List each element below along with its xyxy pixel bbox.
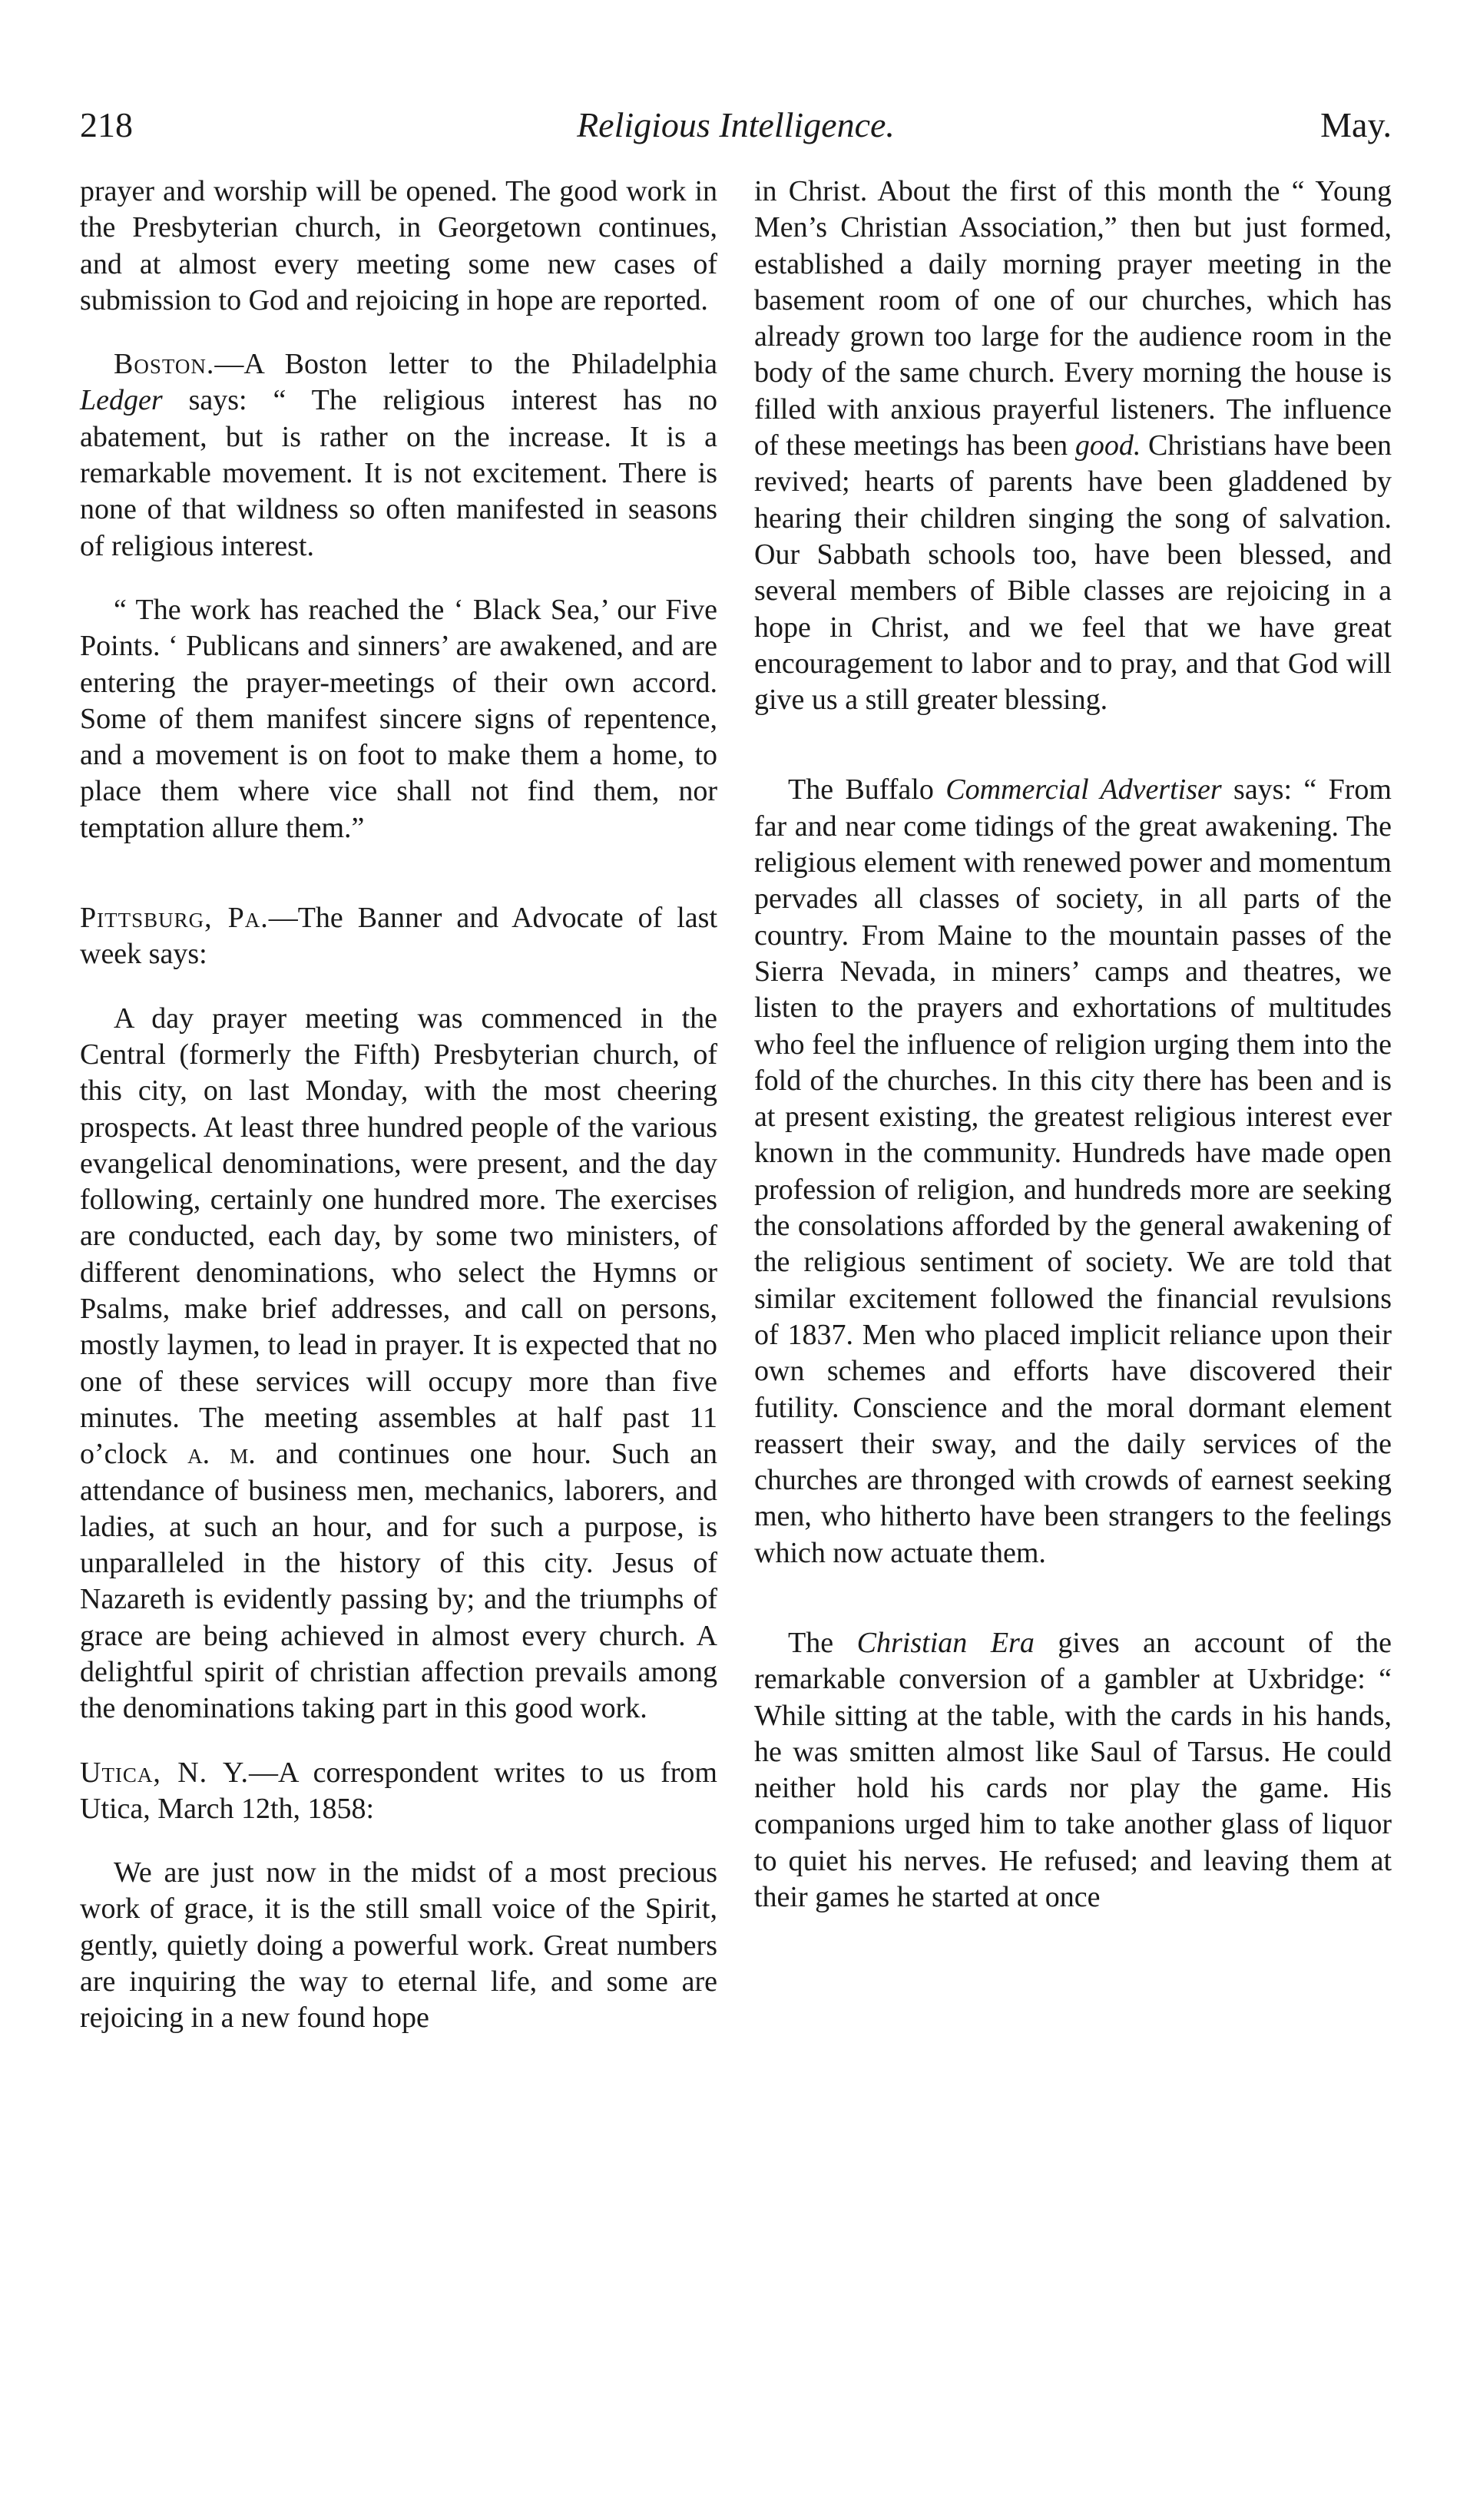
utica-intro: —A correspondent writes to us from Utica, March 12th, 1858: [80, 1756, 717, 1825]
commercial-advertiser-title: Commercial Advertiser [945, 773, 1222, 806]
ledger-title: Ledger [80, 384, 163, 417]
utica-continued-b: Christians have been revived; hearts of parents have been gladdened by hearing their children singing the song of salvation. Our Sabbath schools too, have been blessed, and several members of Bible classes are rejoicing in a hope in Christ, and we feel that we have great encouragement to labor and to pray, and that God will give us a still greater blessing. [754, 429, 1392, 717]
pittsburg-text-b: and continues one hour. Such an attendance of business men, mechanics, laborers, and ladies, at such an hour, and for such a purpose, is unparalleled in the history of this city. Jesus of Nazareth is evidently passing by; and the triumphs of grace are being achieved in almost every church. A delightful spirit of christian affection prevails among the denominations taking part in this good work. [80, 1438, 717, 1725]
boston-text-a: —A Boston letter to the Philadelphia [214, 348, 717, 381]
utica-heading: Utica, N. Y. [80, 1756, 250, 1789]
utica-continued-a: in Christ. About the first of this month the “ Young Men’s Christian Association,” then but just formed, established a daily morning prayer meeting in the basement room of one of our churches, which has already grown too large for the audience room in the body of the same church. Every morning the house is filled with anxious prayerful listeners. The influence of these meetings has been [754, 175, 1392, 462]
left-column [80, 174, 717, 2037]
pittsburg-heading: Pittsburg, Pa. [80, 902, 269, 935]
right-column [754, 174, 1392, 1916]
pittsburg-am: a. m. [187, 1438, 256, 1471]
era-text-a: The [788, 1626, 857, 1659]
buffalo-text-b: says: “ From far and near come tidings of the great awakening. The religious element with renewed power and momentum pervades all classes of society, in all parts of the country. From Maine to the mountain passes of the Sierra Nevada, in miners’ camps and theatres, we listen to the prayers and exhortations of multitudes who feel the influence of religion urging them into the fold of the churches. In this city there has been and is at present existing, the greatest religious interest ever known in the community. Hundreds have made open profession of religion, and hundreds more are seeking the consolations afforded by the general awakening of the religious sentiment of society. We are told that similar excitement followed the financial revulsions of 1837. Men who placed implicit reliance upon their own schemes and efforts have discovered their futility. Conscience and the moral dormant element reassert their sway, and the daily services of the churches are thronged with crowds of earnest seeking men, who hitherto have been strangers to the feelings which now actuate them. [754, 773, 1392, 1569]
boston-text-b: says: “ The religious interest has no abatement, but is rather on the increase. It is a remarkable movement. It is not excitement. There is none of that wildness so often manifested in seasons of religious interest. [80, 384, 717, 562]
issue-month: May. [1320, 105, 1392, 144]
journal-title: Religious Intelligence. [577, 105, 895, 144]
pittsburg-body-paragraph [80, 1001, 717, 1727]
boston-heading: Boston. [114, 348, 215, 381]
page-number: 218 [80, 105, 133, 144]
utica-body-paragraph: We are just now in the midst of a most precious work of grace, it is the still small voice of the Spirit, gently, quietly doing a powerful work. Great numbers are inquiring the way to eternal life, and some are rejoicing in a new found hope [80, 1856, 717, 2035]
running-head [80, 98, 1392, 152]
pittsburg-text-a: A day prayer meeting was commenced in the Central (formerly the Fifth) Presbyterian church, of this city, on last Monday, with the most cheering prospects. At least three hundred people of the various evangelical denominations, were present, and the day following, certainly one hundred more. The exercises are conducted, each day, by some two ministers, of different denominations, who select the Hymns or Psalms, make brief addresses, and call on persons, mostly laymen, to lead in prayer. It is expected that no one of these services will occupy more than five minutes. The meeting assembles at half past 11 o’clock [80, 1002, 717, 1471]
boston-paragraph [80, 346, 717, 565]
buffalo-paragraph [754, 772, 1392, 1571]
utica-intro-paragraph [80, 1755, 717, 1828]
utica-continued-paragraph [754, 174, 1392, 718]
pittsburg-intro: —The Banner and Advocate of last week says: [80, 902, 717, 971]
black-sea-paragraph: “ The work has reached the ‘ Black Sea,’ our Five Points. ‘ Publicans and sinners’ are awakened, and are entering the prayer-meetings of their own accord. Some of them manifest sincere signs of repentence, and a movement is on foot to make them a home, to place them where vice shall not find them, nor temptation allure them.” [80, 593, 717, 844]
christian-era-paragraph [754, 1625, 1392, 1916]
christian-era-title: Christian Era [856, 1626, 1035, 1659]
buffalo-text-a: The Buffalo [788, 773, 946, 806]
pittsburg-intro-paragraph [80, 900, 717, 973]
georgetown-paragraph: prayer and worship will be opened. The good work in the Presbyterian church, in Georgetown continues, and at almost every meeting some new cases of submission to God and rejoicing in hope are reported. [80, 175, 717, 316]
good-word: good. [1074, 429, 1141, 462]
era-text-b: gives an account of the remarkable conversion of a gambler at Uxbridge: “ While sitting at the table, with the cards in his hands, he was smitten almost like Saul of Tarsus. He could neither hold his cards nor play the game. His companions urged him to take another glass of liquor to quiet his nerves. He refused; and leaving them at their games he started at once [754, 1626, 1392, 1914]
